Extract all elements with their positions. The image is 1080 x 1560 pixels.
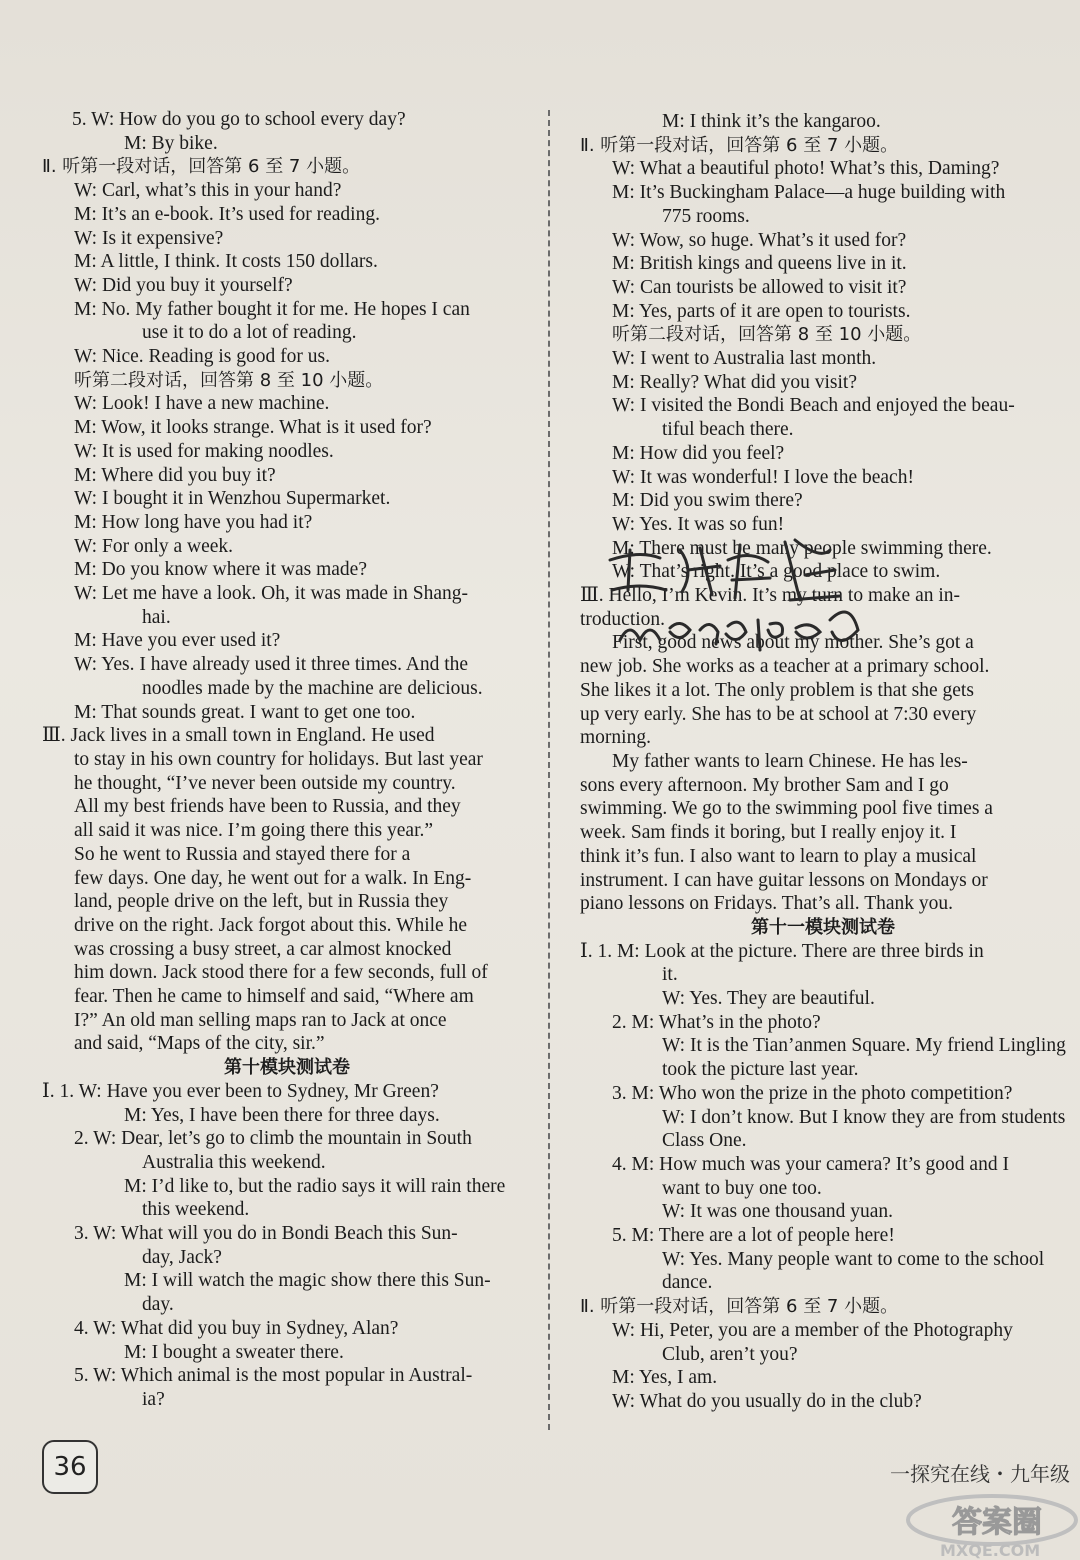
- text-line: W: What do you usually do in the club?: [612, 1390, 922, 1412]
- text-line: Ⅲ. Hello, I’m Kevin. It’s my turn to make an in-: [580, 585, 961, 607]
- text-line: day.: [142, 1294, 174, 1316]
- text-line: Ⅱ. 听第一段对话，回答第 6 至 7 小题。: [580, 134, 899, 156]
- text-line: W: That’s right. It’s a good place to swim.: [612, 561, 941, 583]
- text-line: M: Where did you buy it?: [74, 464, 276, 486]
- text-line: W: Carl, what’s this in your hand?: [74, 180, 342, 202]
- text-line: 听第二段对话，回答第 8 至 10 小题。: [74, 369, 384, 391]
- text-line: M: How did you feel?: [612, 442, 785, 464]
- svg-text:MXQE.COM: MXQE.COM: [940, 1541, 1041, 1560]
- text-line: M: That sounds great. I want to get one too.: [74, 701, 416, 723]
- text-line: 4. M: How much was your camera? It’s good and I: [612, 1153, 1009, 1175]
- text-line: M: British kings and queens live in it.: [612, 253, 907, 275]
- text-line: land, people drive on the left, but in Russia they: [74, 891, 449, 913]
- text-line: all said it was nice. I’m going there this year.”: [74, 820, 434, 842]
- text-line: took the picture last year.: [662, 1059, 859, 1081]
- text-line: M: Yes, I am.: [612, 1367, 718, 1389]
- text-line: use it to do a lot of reading.: [142, 322, 357, 344]
- text-line: 775 rooms.: [662, 205, 750, 227]
- text-line: Class One.: [662, 1130, 747, 1152]
- text-line: W: It is used for making noodles.: [74, 440, 334, 462]
- text-line: Ⅱ. 听第一段对话，回答第 6 至 7 小题。: [42, 156, 361, 178]
- text-line: W: Is it expensive?: [74, 227, 224, 249]
- right-column: [580, 110, 1066, 1414]
- text-line: W: It is the Tian’anmen Square. My friend Lingling: [662, 1035, 1066, 1057]
- text-line: M: It’s an e-book. It’s used for reading.: [74, 203, 380, 225]
- text-line: W: Yes. I have already used it three times. And the: [74, 654, 469, 676]
- text-line: sons every afternoon. My brother Sam and I go: [580, 774, 949, 796]
- text-line: and said, “Maps of the city, sir.”: [74, 1033, 325, 1055]
- text-line: week. Sam finds it boring, but I really enjoy it. I: [580, 822, 957, 844]
- text-line: W: I bought it in Wenzhou Supermarket.: [74, 488, 391, 510]
- text-line: W: Yes. They are beautiful.: [662, 988, 875, 1010]
- text-line: W: Did you buy it yourself?: [74, 274, 293, 296]
- text-line: hai.: [142, 606, 171, 628]
- text-line: M: A little, I think. It costs 150 dollars.: [74, 251, 378, 273]
- handwritten-watermark: [600, 520, 870, 670]
- text-line: M: By bike.: [124, 132, 218, 154]
- text-line: 5. M: There are a lot of people here!: [612, 1225, 895, 1247]
- text-line: M: I bought a sweater there.: [124, 1341, 344, 1363]
- text-line: up very early. She has to be at school at 7:30 every: [580, 703, 977, 725]
- text-line: Ⅰ. 1. M: Look at the picture. There are three birds in: [580, 940, 984, 962]
- text-line: M: Really? What did you visit?: [612, 371, 857, 393]
- text-line: him down. Jack stood there for a few seconds, full of: [74, 962, 488, 984]
- text-line: want to buy one too.: [662, 1177, 822, 1199]
- text-line: 5. W: Which animal is the most popular in Austral-: [74, 1365, 473, 1387]
- text-line: M: Did you swim there?: [612, 490, 803, 512]
- text-line: W: I visited the Bondi Beach and enjoyed the beau-: [612, 395, 1015, 417]
- text-line: this weekend.: [142, 1199, 250, 1221]
- text-line: troduction.: [580, 608, 666, 630]
- text-line: W: What a beautiful photo! What’s this, Daming?: [612, 158, 1000, 180]
- text-line: morning.: [580, 727, 651, 749]
- text-line: M: How long have you had it?: [74, 511, 313, 533]
- text-line: W: I don’t know. But I know they are from students: [662, 1106, 1066, 1128]
- text-line: W: Can tourists be allowed to visit it?: [612, 276, 907, 298]
- text-line: M: There must be many people swimming there.: [612, 537, 992, 559]
- text-line: M: I will watch the magic show there this Sun-: [124, 1270, 491, 1292]
- text-line: W: Let me have a look. Oh, it was made in Shang-: [74, 583, 469, 605]
- text-line: All my best friends have been to Russia, and they: [74, 796, 461, 818]
- text-line: M: It’s Buckingham Palace—a huge building with: [612, 182, 1006, 204]
- text-line: 2. W: Dear, let’s go to climb the mountain in South: [74, 1128, 472, 1150]
- text-line: Club, aren’t you?: [662, 1343, 798, 1365]
- text-line: fear. Then he came to himself and said, “Where am: [74, 986, 474, 1008]
- column-divider: [548, 110, 550, 1430]
- text-line: think it’s fun. I also want to learn to play a musical: [580, 845, 977, 867]
- text-line: So he went to Russia and stayed there for a: [74, 843, 411, 865]
- left-column: [42, 108, 532, 1412]
- text-line: instrument. I can have guitar lessons on Mondays or: [580, 869, 988, 891]
- footer-series-title: 一探究在线・九年级: [890, 1462, 1070, 1486]
- text-line: W: Yes. It was so fun!: [612, 513, 785, 535]
- text-line: he thought, “I’ve never been outside my country.: [74, 772, 456, 794]
- text-line: W: I went to Australia last month.: [612, 348, 877, 370]
- text-line: M: I’d like to, but the radio says it will rain there: [124, 1175, 506, 1197]
- text-line: W: It was one thousand yuan.: [662, 1201, 894, 1223]
- text-line: 第十一模块测试卷: [751, 916, 895, 938]
- text-line: to stay in his own country for holidays. But last year: [74, 748, 483, 770]
- text-line: new job. She works as a teacher at a primary school.: [580, 656, 990, 678]
- text-line: 5. W: How do you go to school every day?: [72, 109, 406, 130]
- text-line: W: Yes. Many people want to come to the school: [662, 1248, 1045, 1270]
- text-line: M: Yes, I have been there for three days.: [124, 1104, 440, 1126]
- text-line: I?” An old man selling maps ran to Jack at once: [74, 1009, 447, 1031]
- svg-text:答案圈: 答案圈: [952, 1505, 1042, 1540]
- text-line: She likes it a lot. The only problem is that she gets: [580, 679, 974, 701]
- text-line: 3. W: What will you do in Bondi Beach this Sun-: [74, 1223, 458, 1245]
- text-line: M: Do you know where it was made?: [74, 559, 367, 581]
- text-line: few days. One day, he went out for a walk. In Eng-: [74, 867, 472, 889]
- text-line: 听第二段对话，回答第 8 至 10 小题。: [612, 324, 922, 346]
- text-line: M: Have you ever used it?: [74, 630, 281, 652]
- text-line: Australia this weekend.: [142, 1151, 326, 1173]
- text-line: M: I think it’s the kangaroo.: [662, 111, 881, 132]
- text-line: swimming. We go to the swimming pool five times a: [580, 798, 993, 820]
- text-line: M: No. My father bought it for me. He hopes I can: [74, 298, 470, 320]
- text-line: tiful beach there.: [662, 419, 794, 441]
- text-line: piano lessons on Fridays. That’s all. Thank you.: [580, 893, 954, 915]
- text-line: noodles made by the machine are delicious.: [142, 677, 483, 699]
- text-line: ia?: [142, 1388, 165, 1410]
- text-line: W: It was wonderful! I love the beach!: [612, 466, 914, 488]
- text-line: W: Hi, Peter, you are a member of the Photography: [612, 1319, 1013, 1341]
- corner-logo-watermark: [900, 1490, 1080, 1560]
- text-line: My father wants to learn Chinese. He has les-: [612, 750, 968, 772]
- text-line: First, good news about my mother. She’s got a: [612, 632, 974, 654]
- text-line: 2. M: What’s in the photo?: [612, 1011, 821, 1033]
- text-line: W: For only a week.: [74, 535, 234, 557]
- text-line: Ⅲ. Jack lives in a small town in England. He used: [42, 725, 435, 747]
- text-line: M: Wow, it looks strange. What is it used for?: [74, 417, 432, 439]
- text-line: was crossing a busy street, a car almost knocked: [74, 938, 452, 960]
- text-line: Ⅰ. 1. W: Have you ever been to Sydney, Mr Green?: [42, 1080, 439, 1102]
- text-line: 第十模块测试卷: [224, 1057, 350, 1079]
- text-line: dance.: [662, 1272, 713, 1294]
- text-line: it.: [662, 964, 678, 986]
- text-line: day, Jack?: [142, 1246, 222, 1268]
- text-line: drive on the right. Jack forgot about this. While he: [74, 914, 467, 936]
- text-line: M: Yes, parts of it are open to tourists.: [612, 300, 911, 322]
- text-line: W: Nice. Reading is good for us.: [74, 346, 330, 368]
- text-line: 4. W: What did you buy in Sydney, Alan?: [74, 1317, 399, 1339]
- text-line: W: Look! I have a new machine.: [74, 393, 330, 415]
- text-line: 3. M: Who won the prize in the photo competition?: [612, 1082, 1013, 1104]
- text-line: Ⅱ. 听第一段对话，回答第 6 至 7 小题。: [580, 1296, 899, 1318]
- text-line: W: Wow, so huge. What’s it used for?: [612, 229, 907, 251]
- page-number: 36: [42, 1440, 98, 1494]
